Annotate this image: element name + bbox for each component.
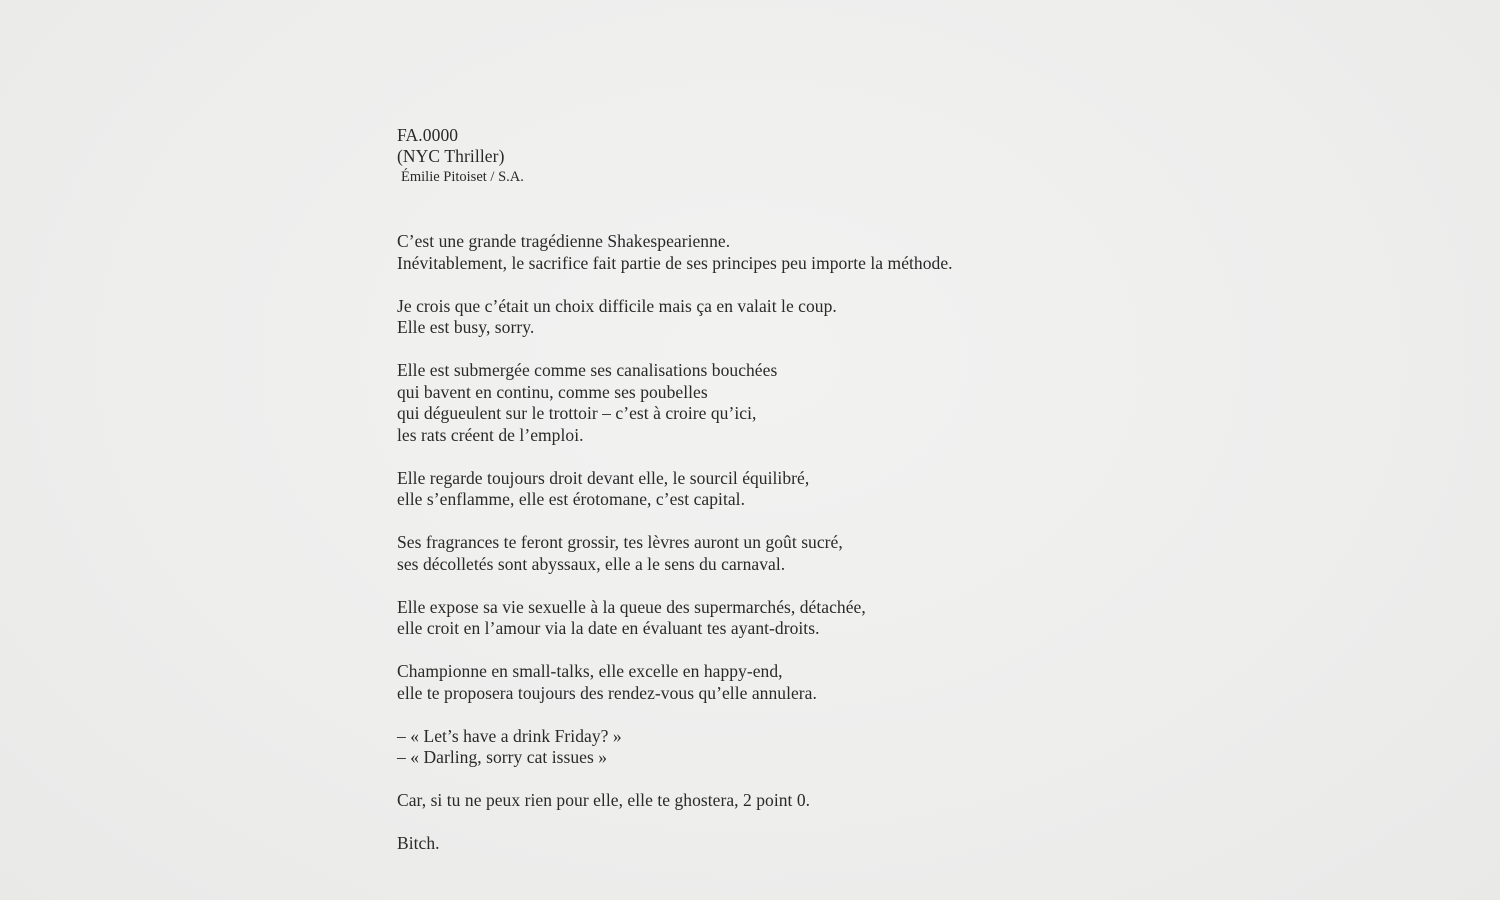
- poem-line: elle croit en l’amour via la date en évaluant tes ayant-droits.: [397, 618, 820, 638]
- stanza-3: [397, 360, 1097, 446]
- poem-line: Elle regarde toujours droit devant elle, le sourcil équilibré,: [397, 467, 810, 488]
- stanza-6: [397, 597, 1097, 640]
- poem-body: [397, 231, 1097, 855]
- poem-line: Car, si tu ne peux rien pour elle, elle te ghostera, 2 point 0.: [397, 790, 811, 810]
- poem-line: qui dégueulent sur le trottoir – c’est à croire qu’ici,: [397, 403, 757, 423]
- stanza-4: [397, 468, 1097, 511]
- work-subtitle: (NYC Thriller): [397, 146, 505, 166]
- poem-line: Inévitablement, le sacrifice fait partie de ses principes peu importe la méthode.: [397, 252, 953, 273]
- poem-line: Elle est busy, sorry.: [397, 317, 535, 337]
- poem-line: – « Let’s have a drink Friday? »: [397, 725, 622, 746]
- author-credit: Émilie Pitoiset / S.A.: [401, 169, 524, 185]
- poem-line: elle s’enflamme, elle est érotomane, c’est capital.: [397, 489, 746, 509]
- poem-line: Ses fragrances te feront grossir, tes lèvres auront un goût sucré,: [397, 532, 843, 552]
- document-sheet: [397, 125, 1097, 876]
- stanza-7: [397, 661, 1097, 704]
- poem-line: Bitch.: [397, 833, 440, 853]
- stanza-10: [397, 833, 1097, 855]
- work-code: FA.0000: [397, 125, 459, 145]
- poem-line: C’est une grande tragédienne Shakespearienne.: [397, 231, 731, 251]
- stanza-9: [397, 790, 1097, 812]
- poem-line: ses décolletés sont abyssaux, elle a le sens du carnaval.: [397, 553, 786, 574]
- poem-line: qui bavent en continu, comme ses poubelles: [397, 381, 708, 402]
- poem-line: – « Darling, sorry cat issues »: [397, 747, 608, 767]
- poem-line: Elle expose sa vie sexuelle à la queue des supermarchés, détachée,: [397, 596, 866, 617]
- document-header: [397, 125, 1097, 188]
- stanza-5: [397, 532, 1097, 575]
- stanza-1: [397, 231, 1097, 274]
- poem-line: Elle est submergée comme ses canalisations bouchées: [397, 360, 778, 380]
- poem-line: les rats créent de l’emploi.: [397, 424, 584, 445]
- poem-line: Championne en small-talks, elle excelle en happy-end,: [397, 661, 783, 681]
- poem-line: Je crois que c’était un choix difficile mais ça en valait le coup.: [397, 295, 837, 316]
- stanza-8: [397, 726, 1097, 769]
- poem-line: elle te proposera toujours des rendez-vous qu’elle annulera.: [397, 682, 817, 703]
- stanza-2: [397, 296, 1097, 339]
